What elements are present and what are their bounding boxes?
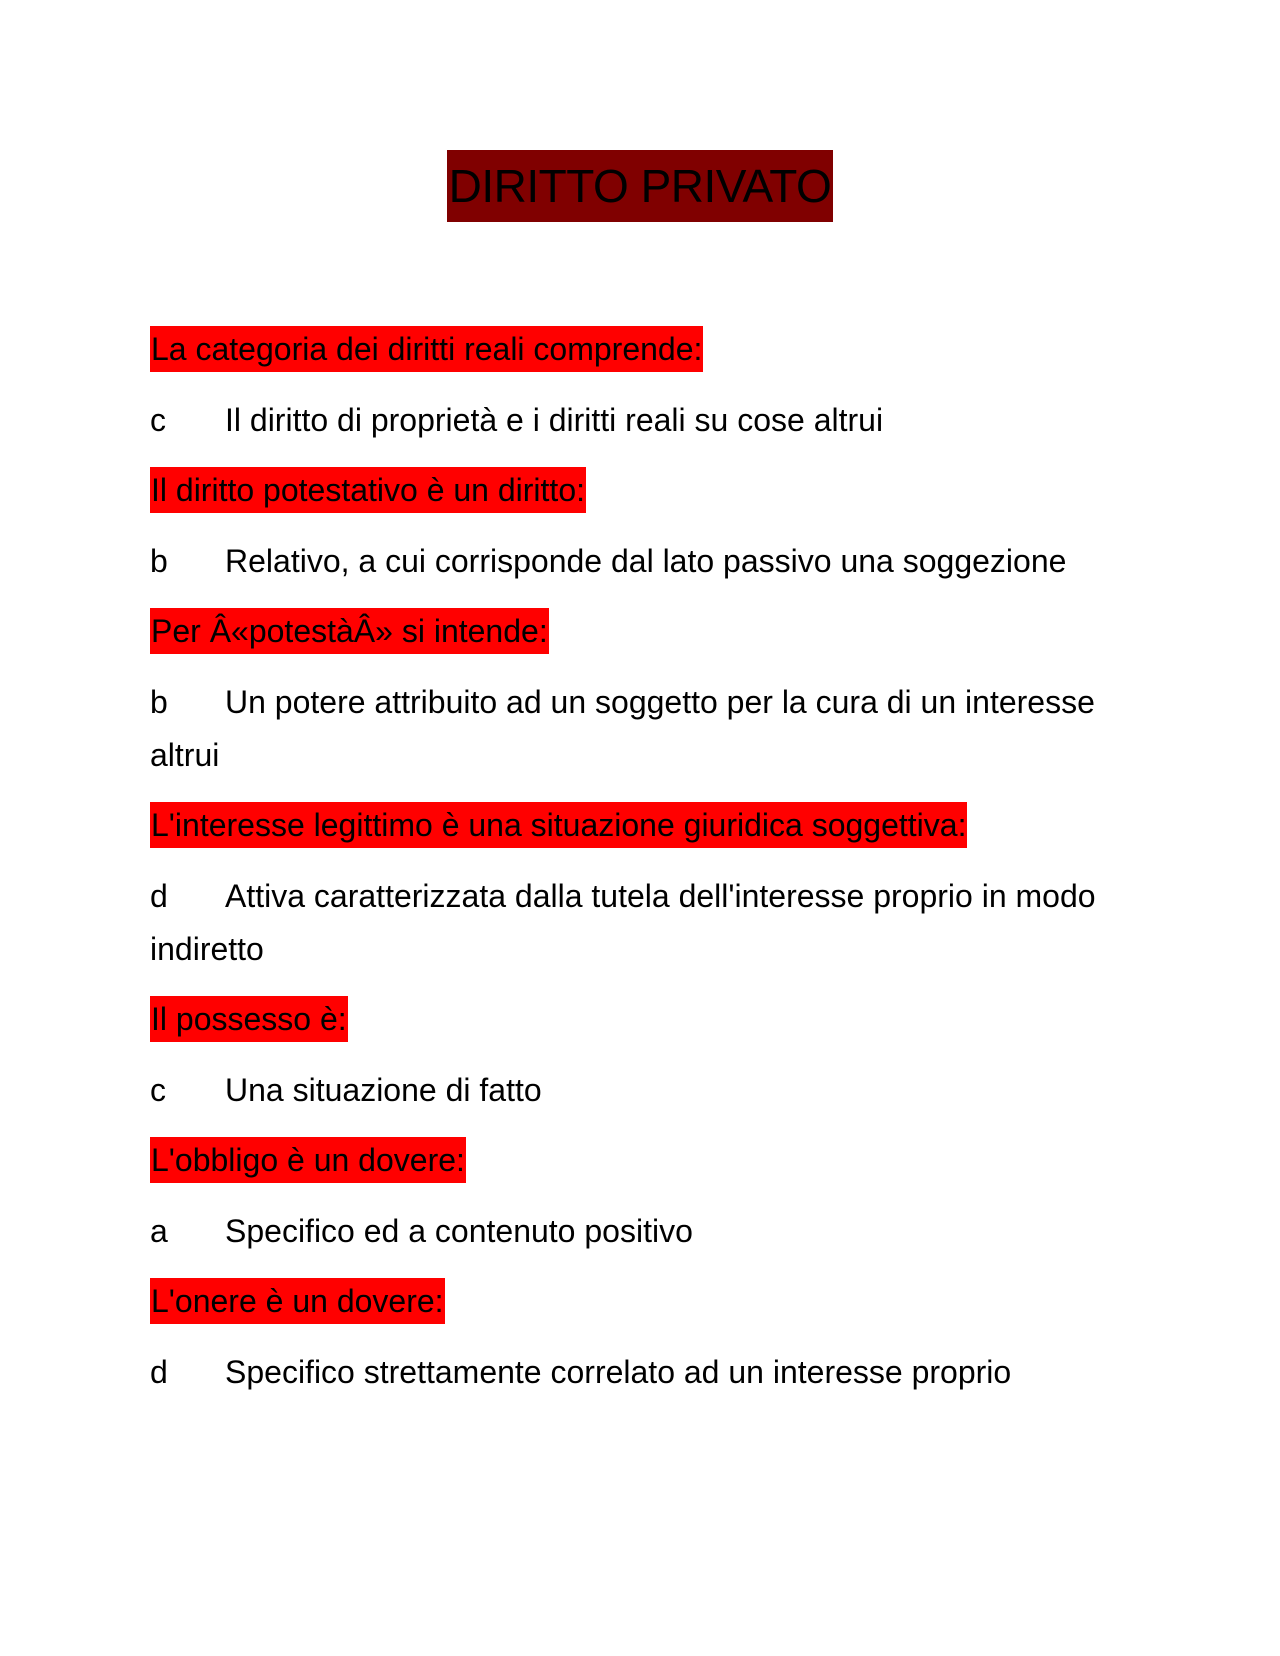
question <box>150 802 1130 848</box>
question <box>150 326 1130 372</box>
answer-text: Specifico strettamente correlato ad un interesse proprio <box>225 1354 1012 1390</box>
question <box>150 467 1130 513</box>
question-text: L'interesse legittimo è una situazione giuridica soggettiva: <box>150 802 967 848</box>
question-text: La categoria dei diritti reali comprende: <box>150 326 703 372</box>
answer-letter: a <box>150 1213 168 1249</box>
answer-letter: b <box>150 684 168 720</box>
answer-letter: b <box>150 543 168 579</box>
question-text: L'onere è un dovere: <box>150 1278 445 1324</box>
question <box>150 996 1130 1042</box>
answer <box>150 676 1130 782</box>
answer-text: Relativo, a cui corrisponde dal lato passivo una soggezione <box>225 543 1067 579</box>
answer <box>150 1346 1130 1399</box>
question-text: Il diritto potestativo è un diritto: <box>150 467 586 513</box>
question <box>150 608 1130 654</box>
answer <box>150 1205 1130 1258</box>
answer <box>150 870 1130 976</box>
answer <box>150 535 1130 588</box>
document-title: DIRITTO PRIVATO <box>447 150 834 222</box>
answer-letter: c <box>150 402 166 438</box>
answer <box>150 394 1130 447</box>
question-text: L'obbligo è un dovere: <box>150 1137 466 1183</box>
question-text: Per Â«potestàÂ» si intende: <box>150 608 549 654</box>
answer-text: Un potere attribuito ad un soggetto per la cura di un interesse altrui <box>150 684 1095 773</box>
answer-letter: d <box>150 878 168 914</box>
answer <box>150 1064 1130 1117</box>
answer-text: Specifico ed a contenuto positivo <box>225 1213 693 1249</box>
qa-list <box>150 326 1130 1419</box>
answer-letter: c <box>150 1072 166 1108</box>
answer-text: Il diritto di proprietà e i diritti reali su cose altrui <box>225 402 884 438</box>
question <box>150 1137 1130 1183</box>
question-text: Il possesso è: <box>150 996 348 1042</box>
answer-text: Attiva caratterizzata dalla tutela dell'interesse proprio in modo indiretto <box>150 878 1096 967</box>
title-container <box>0 150 1280 222</box>
answer-text: Una situazione di fatto <box>225 1072 542 1108</box>
question <box>150 1278 1130 1324</box>
answer-letter: d <box>150 1354 168 1390</box>
